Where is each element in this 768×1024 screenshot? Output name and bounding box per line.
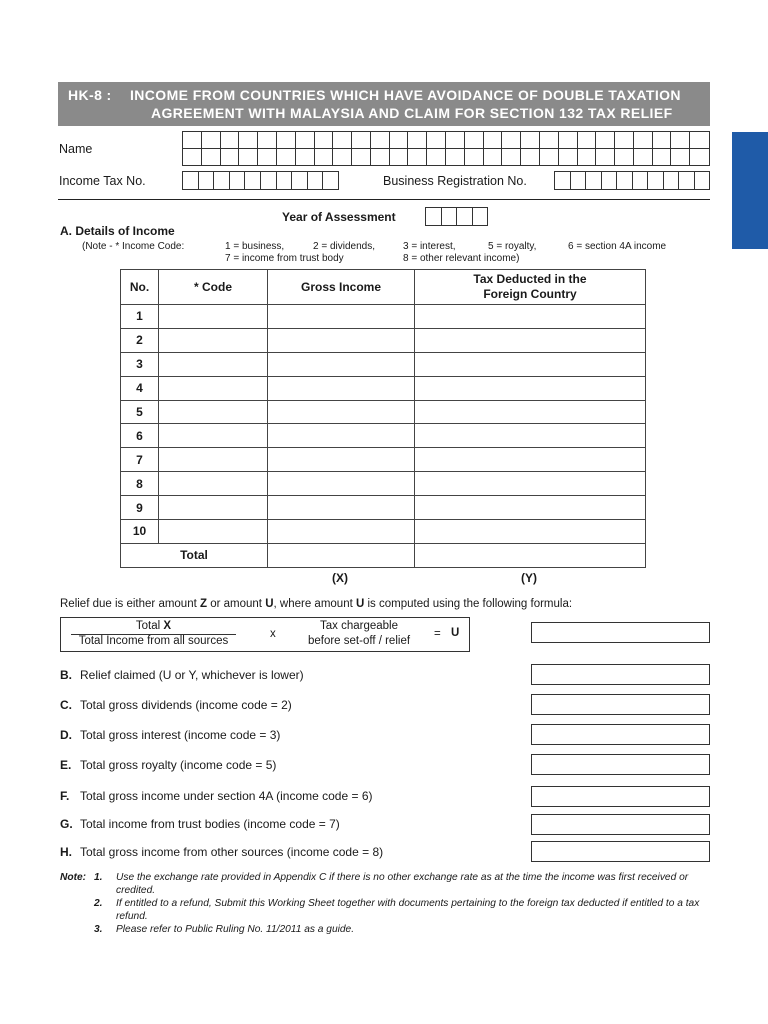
other-sources-field[interactable] <box>531 841 710 862</box>
relief-intro <box>60 598 572 610</box>
item-e <box>60 758 276 772</box>
relief-text: Relief due is either amount <box>60 598 200 610</box>
gross-cell[interactable] <box>268 305 415 329</box>
item-h <box>60 845 383 859</box>
formula-tax-chargeable: Tax chargeable <box>320 620 398 632</box>
relief-text: is computed using the following formula: <box>364 598 573 610</box>
gross-cell[interactable] <box>268 424 415 448</box>
item-text: Total gross royalty (income code = 5) <box>80 758 277 772</box>
gross-cell[interactable] <box>268 448 415 472</box>
code-cell[interactable] <box>159 400 268 424</box>
code-business: 1 = business, <box>225 241 285 252</box>
note-text: Please refer to Public Ruling No. 11/2011 as a guide. <box>116 924 355 935</box>
code-cell[interactable] <box>159 352 268 376</box>
tax-cell[interactable] <box>415 496 646 520</box>
row-no: 7 <box>121 448 159 472</box>
item-letter: G. <box>60 817 73 831</box>
col-header-code: * Code <box>159 270 268 305</box>
code-dividends: 2 = dividends, <box>313 241 375 252</box>
formula-equals: = <box>434 628 441 640</box>
income-code-note: (Note - * Income Code: <box>82 241 185 252</box>
formula-box <box>60 617 470 652</box>
code-cell[interactable] <box>159 496 268 520</box>
relief-text: , where amount <box>273 598 356 610</box>
row-no: 8 <box>121 472 159 496</box>
gross-cell[interactable] <box>268 400 415 424</box>
col-header-tax <box>415 270 646 305</box>
note-text: Use the exchange rate provided in Appendix C if there is no other exchange rate as at the time the income was first received or credited. <box>116 872 689 896</box>
code-royalty: 5 = royalty, <box>488 241 537 252</box>
code-cell[interactable] <box>159 305 268 329</box>
item-text: Total gross income under section 4A (income code = 6) <box>80 789 373 803</box>
code-cell[interactable] <box>159 376 268 400</box>
note-number: 1. <box>94 872 103 883</box>
royalty-field[interactable] <box>531 754 710 775</box>
item-text: Total income from trust bodies (income code = 7) <box>80 817 340 831</box>
item-text: Total gross interest (income code = 3) <box>80 728 281 742</box>
table-row <box>121 376 646 400</box>
note-2 <box>60 898 712 923</box>
formula-u: U <box>451 627 460 639</box>
item-f <box>60 789 373 803</box>
relief-text: or amount <box>207 598 266 610</box>
note-1 <box>60 872 712 897</box>
row-no: 5 <box>121 400 159 424</box>
tax-cell[interactable] <box>415 376 646 400</box>
item-c <box>60 698 292 712</box>
item-g <box>60 817 340 831</box>
row-no: 4 <box>121 376 159 400</box>
total-tax-cell[interactable] <box>415 543 646 567</box>
code-cell[interactable] <box>159 424 268 448</box>
row-no: 10 <box>121 520 159 544</box>
amount-u-field[interactable] <box>531 622 710 643</box>
tax-cell[interactable] <box>415 520 646 544</box>
trust-field[interactable] <box>531 814 710 835</box>
formula-total: Total <box>135 620 164 632</box>
tax-cell[interactable] <box>415 352 646 376</box>
form-header <box>58 82 710 126</box>
tax-cell[interactable] <box>415 400 646 424</box>
item-text: Total gross income from other sources (income code = 8) <box>80 845 384 859</box>
code-cell[interactable] <box>159 520 268 544</box>
table-row <box>121 352 646 376</box>
gross-cell[interactable] <box>268 328 415 352</box>
item-text: Relief claimed (U or Y, whichever is lower) <box>80 668 304 682</box>
table-row <box>121 496 646 520</box>
item-letter: C. <box>60 698 72 712</box>
formula-denominator: Total Income from all sources <box>78 635 229 647</box>
item-letter: E. <box>60 758 72 772</box>
note-number: 3. <box>94 924 103 935</box>
income-table <box>120 269 646 568</box>
total-row <box>121 543 646 567</box>
table-row <box>121 400 646 424</box>
note-3 <box>60 924 712 937</box>
formula-times: x <box>270 628 276 640</box>
row-no: 1 <box>121 305 159 329</box>
gross-cell[interactable] <box>268 520 415 544</box>
gross-cell[interactable] <box>268 376 415 400</box>
item-letter: F. <box>60 789 70 803</box>
table-row <box>121 328 646 352</box>
note-number: 2. <box>94 898 103 909</box>
relief-u: U <box>265 598 274 610</box>
relief-claimed-field[interactable] <box>531 664 710 685</box>
gross-cell[interactable] <box>268 496 415 520</box>
business-reg-field[interactable] <box>554 171 710 190</box>
code-cell[interactable] <box>159 448 268 472</box>
code-cell[interactable] <box>159 328 268 352</box>
form-code: HK-8 : <box>68 87 112 103</box>
income-tax-field[interactable] <box>182 171 339 190</box>
table-row <box>121 448 646 472</box>
interest-field[interactable] <box>531 724 710 745</box>
table-row <box>121 305 646 329</box>
row-no: 2 <box>121 328 159 352</box>
name-label: Name <box>59 142 93 156</box>
col-header-no: No. <box>121 270 159 305</box>
formula-numerator <box>71 620 236 632</box>
code-other: 8 = other relevant income) <box>403 253 520 264</box>
divider <box>58 199 710 200</box>
item-b <box>60 668 304 682</box>
dividends-field[interactable] <box>531 694 710 715</box>
tax-cell[interactable] <box>415 472 646 496</box>
total-gross-cell[interactable] <box>268 543 415 567</box>
section4a-field[interactable] <box>531 786 710 807</box>
table-row <box>121 424 646 448</box>
relief-u: U <box>355 598 365 610</box>
code-interest: 3 = interest, <box>403 241 456 252</box>
code-trust: 7 = income from trust body <box>225 253 344 264</box>
row-no: 9 <box>121 496 159 520</box>
note-text: If entitled to a refund, Submit this Working Sheet together with documents pertaining to the foreign tax deducted if entitled to a tax refund. <box>116 898 700 922</box>
col-x-label: (X) <box>332 571 348 585</box>
tax-cell[interactable] <box>415 448 646 472</box>
income-tax-label: Income Tax No. <box>59 174 146 188</box>
tax-cell[interactable] <box>415 424 646 448</box>
item-text: Total gross dividends (income code = 2) <box>80 698 292 712</box>
code-section4a: 6 = section 4A income <box>568 241 667 252</box>
col-header-gross: Gross Income <box>268 270 415 305</box>
relief-z: Z <box>200 598 208 610</box>
gross-cell[interactable] <box>268 352 415 376</box>
notes-heading: Note: <box>60 872 87 883</box>
form-title-line2: AGREEMENT WITH MALAYSIA AND CLAIM FOR SECTION 132 TAX RELIEF <box>151 105 673 121</box>
table-row <box>121 520 646 544</box>
code-cell[interactable] <box>159 472 268 496</box>
item-letter: D. <box>60 728 72 742</box>
form-title-line1: INCOME FROM COUNTRIES WHICH HAVE AVOIDANCE OF DOUBLE TAXATION <box>130 87 681 103</box>
formula-before-setoff: before set-off / relief <box>307 635 411 647</box>
row-no: 6 <box>121 424 159 448</box>
year-label: Year of Assessment <box>282 210 396 224</box>
item-d <box>60 728 280 742</box>
total-label: Total <box>121 543 268 567</box>
name-field[interactable] <box>182 131 710 166</box>
business-reg-label: Business Registration No. <box>383 174 527 188</box>
section-a-title: A. Details of Income <box>60 224 175 238</box>
item-letter: H. <box>60 845 72 859</box>
tax-cell[interactable] <box>415 305 646 329</box>
row-no: 3 <box>121 352 159 376</box>
formula-x: X <box>163 620 172 632</box>
year-field[interactable] <box>425 207 488 226</box>
col-y-label: (Y) <box>521 571 537 585</box>
notes <box>60 872 712 937</box>
item-letter: B. <box>60 668 72 682</box>
col-header-tax-text: Tax Deducted in the Foreign Country <box>473 272 587 301</box>
side-tab <box>732 132 768 249</box>
tax-cell[interactable] <box>415 328 646 352</box>
table-row <box>121 472 646 496</box>
gross-cell[interactable] <box>268 472 415 496</box>
